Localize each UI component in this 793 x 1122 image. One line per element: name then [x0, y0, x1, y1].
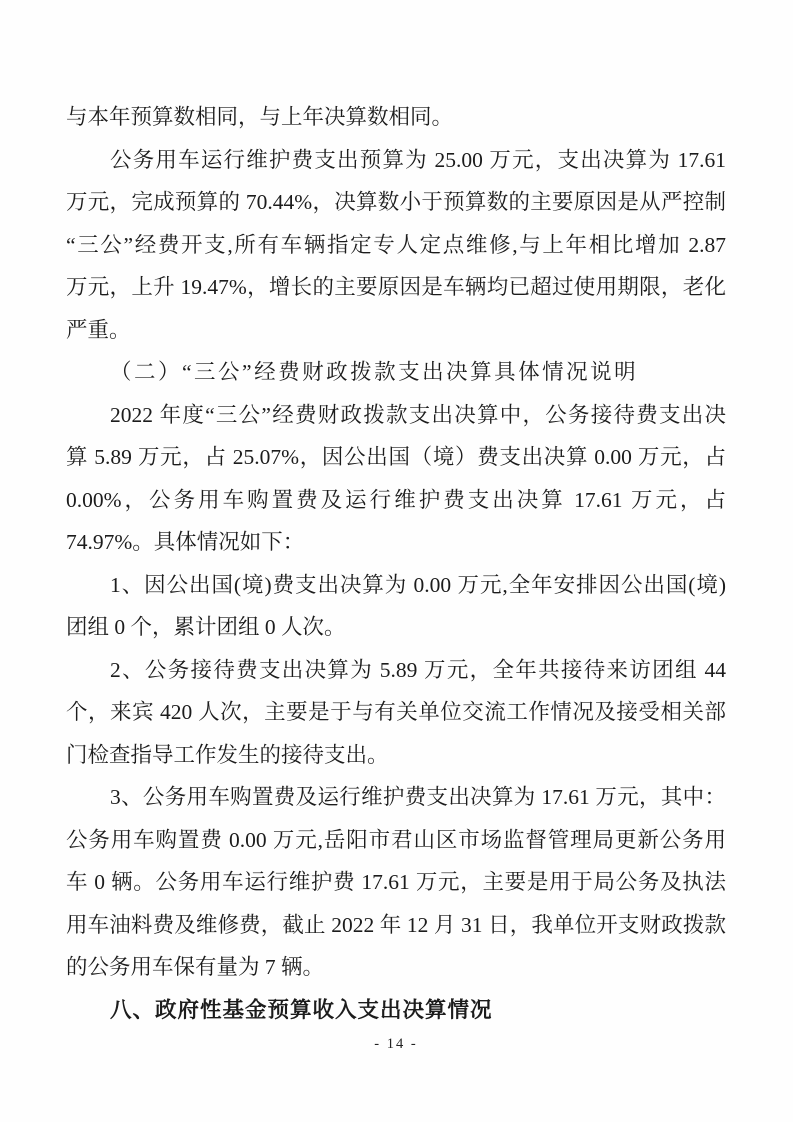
text-line: 2、公务接待费支出决算为 5.89 万元，全年共接待来访团组 44	[110, 657, 726, 682]
text-line: 严重。	[66, 317, 131, 342]
text-line: 个，来宾 420 人次，主要是于与有关单位交流工作情况及接受相关部	[66, 700, 726, 724]
text-line: 门检查指导工作发生的接待支出。	[66, 742, 389, 767]
text-line: 车 0 辆。公务用车运行维护费 17.61 万元，主要是用于局公务及执法	[66, 870, 726, 894]
page-number: - 14 -	[374, 1036, 418, 1052]
text-line: 公务用车运行维护费支出预算为 25.00 万元，支出决算为 17.61	[110, 147, 726, 172]
text-line: 万元，上升 19.47%，增长的主要原因是车辆均已超过使用期限，老化	[66, 275, 726, 299]
text-line: 万元，完成预算的 70.44%，决算数小于预算数的主要原因是从严控制	[66, 190, 726, 214]
text-line: 74.97%。具体情况如下：	[66, 530, 305, 554]
text-line: 0.00%，公务用车购置费及运行维护费支出决算 17.61 万元，占	[66, 487, 726, 512]
text-line: 用车油料费及维修费，截止 2022 年 12 月 31 日，我单位开支财政拨款	[66, 912, 726, 937]
text-line: 与本年预算数相同，与上年决算数相同。	[66, 105, 454, 129]
subsection-heading: （二）“三公”经费财政拨款支出决算具体情况说明	[110, 360, 639, 384]
text-line: 的公务用车保有量为 7 辆。	[66, 955, 325, 979]
text-line: 团组 0 个，累计团组 0 人次。	[66, 615, 346, 639]
text-line: 1、因公出国(境)费支出决算为 0.00 万元,全年安排因公出国(境)	[110, 572, 726, 597]
text-line: 算 5.89 万元，占 25.07%，因公出国（境）费支出决算 0.00 万元，占	[66, 445, 726, 469]
section-heading: 八、政府性基金预算收入支出决算情况	[110, 997, 493, 1022]
text-line: “三公”经费开支,所有车辆指定专人定点维修,与上年相比增加 2.87	[66, 232, 726, 257]
document-body	[66, 96, 726, 1031]
text-line: 3、公务用车购置费及运行维护费支出决算为 17.61 万元，其中：	[110, 785, 726, 809]
text-line: 公务用车购置费 0.00 万元,岳阳市君山区市场监督管理局更新公务用	[66, 827, 726, 852]
text-line: 2022 年度“三公”经费财政拨款支出决算中，公务接待费支出决	[110, 402, 726, 427]
